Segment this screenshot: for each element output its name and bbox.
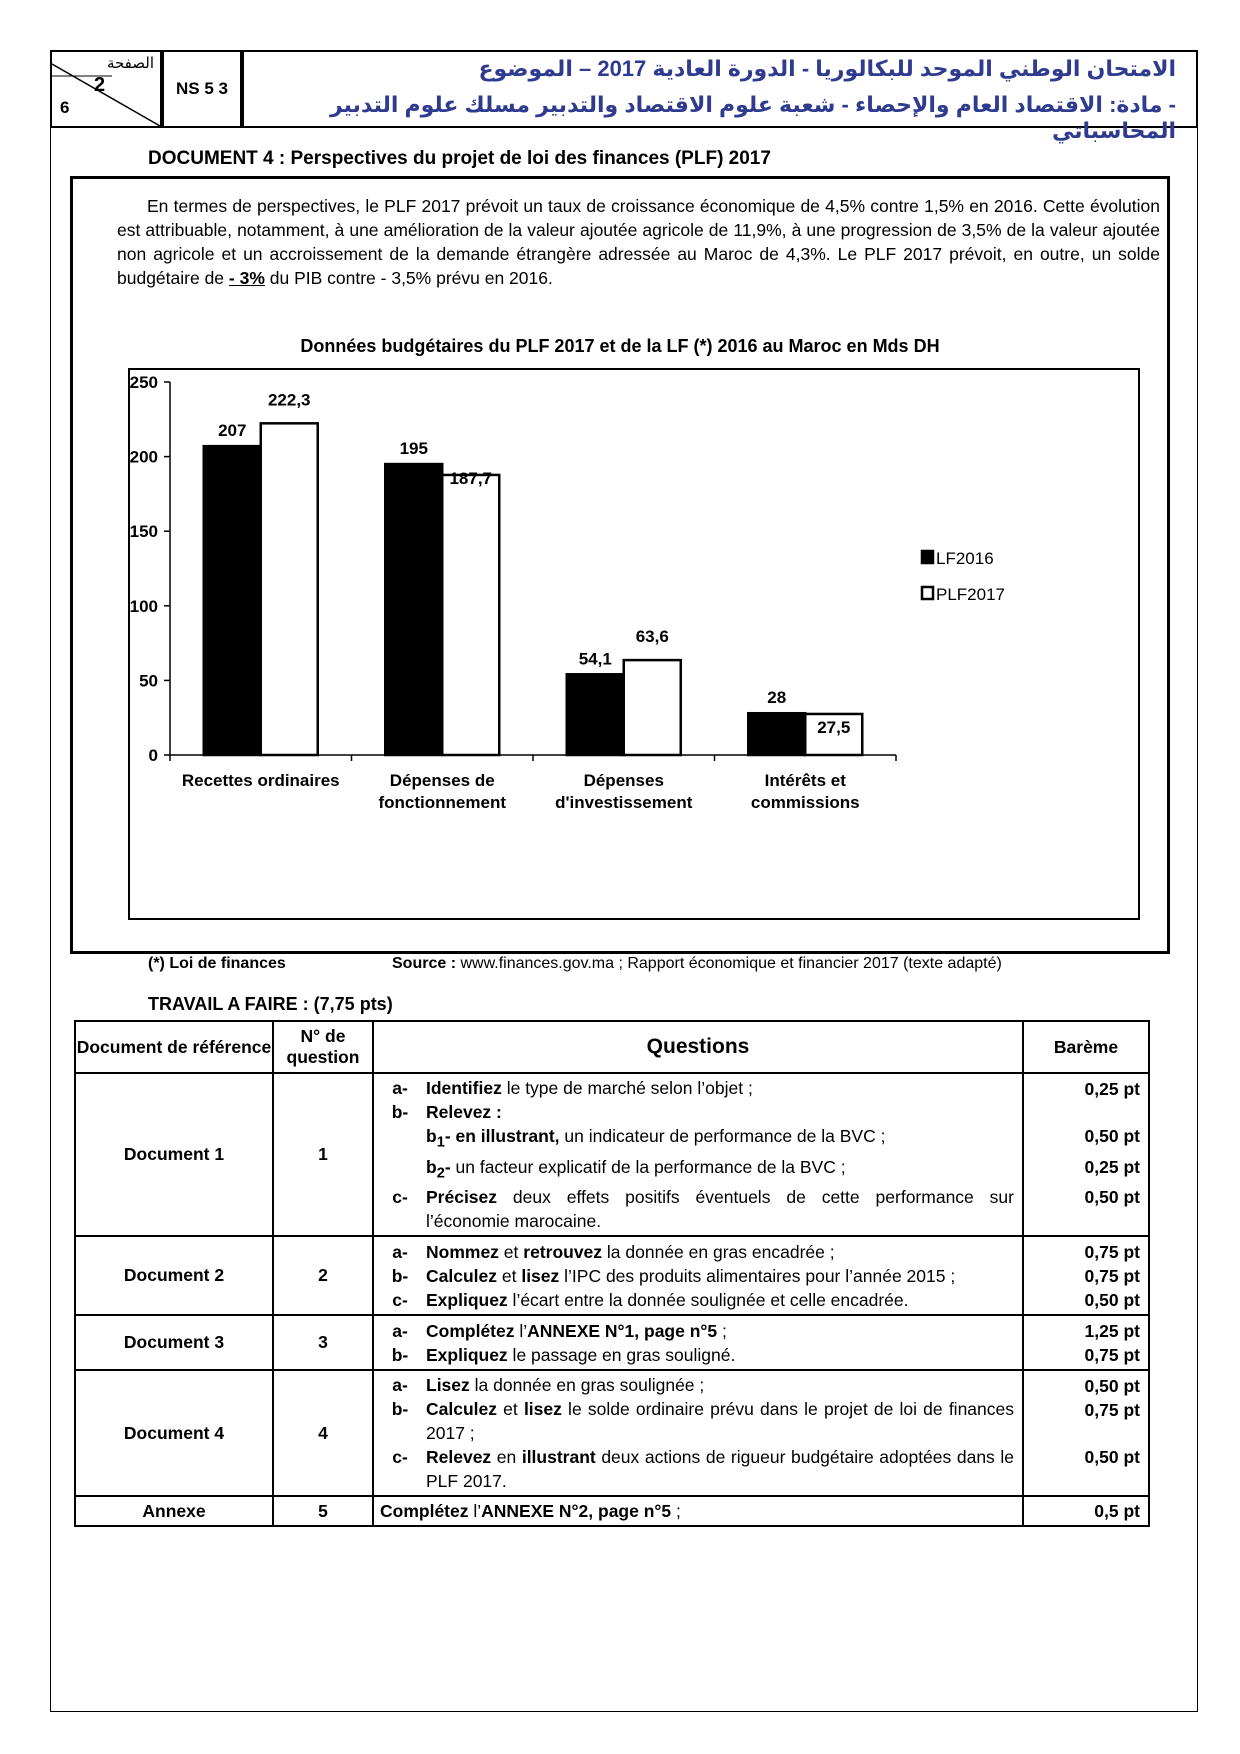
question-verb: - xyxy=(444,1156,451,1177)
question-body: un indicateur de performance de la BVC ; xyxy=(559,1126,886,1146)
underlined-value: - 3% xyxy=(228,268,265,288)
annexe-points: 0,5 pt xyxy=(1023,1496,1149,1526)
points: 0,50 pt xyxy=(1084,1447,1140,1467)
question-body: deux effets positifs éventuels de cette performance sur l’économie marocaine. xyxy=(426,1187,1014,1231)
data-label: 63,6 xyxy=(635,627,669,647)
page-total: 6 xyxy=(60,98,70,117)
question-text xyxy=(426,1076,1022,1100)
question-text xyxy=(426,1100,1022,1124)
question-body2: ; xyxy=(717,1320,727,1341)
table-header-row xyxy=(75,1021,1149,1073)
question-verb: Lisez xyxy=(426,1375,470,1395)
question-item xyxy=(374,1319,1022,1343)
category-label: d'investissement xyxy=(555,793,693,812)
question-item xyxy=(374,1124,1022,1155)
category-label: Recettes ordinaires xyxy=(181,771,340,790)
question-text xyxy=(426,1264,1022,1288)
table-row xyxy=(75,1073,1149,1236)
category-label: fonctionnement xyxy=(378,793,506,812)
question-letter: a- xyxy=(392,1375,408,1395)
question-verb2: lisez xyxy=(523,1399,562,1419)
annexe-row xyxy=(75,1496,1149,1526)
points: 0,75 pt xyxy=(1084,1242,1140,1262)
footnote: (*) Loi de finances xyxy=(148,955,286,972)
category-label: Intérêts et xyxy=(764,771,846,790)
source-text: www.finances.gov.ma ; Rapport économique et financier 2017 (texte adapté) xyxy=(456,955,1002,972)
bar-PLF2017 xyxy=(624,660,681,755)
question-cell xyxy=(373,1370,1023,1496)
bar-PLF2017 xyxy=(442,475,499,755)
question-item xyxy=(374,1397,1022,1445)
bar-LF2016 xyxy=(567,674,624,755)
legend-label: PLF2017 xyxy=(936,585,1005,604)
points: 0,50 pt xyxy=(1084,1376,1140,1396)
document-title: DOCUMENT 4 : Perspectives du projet de loi des finances (PLF) 2017 xyxy=(148,148,771,169)
question-number: 3 xyxy=(273,1315,373,1370)
question-item xyxy=(374,1185,1022,1233)
y-tick-label: 150 xyxy=(130,522,158,542)
question-text xyxy=(426,1124,1022,1155)
question-verb: Calculez xyxy=(426,1399,497,1419)
question-body2: l’IPC des produits alimentaires pour l’année 2015 ; xyxy=(559,1265,956,1286)
doc-ref: Document 1 xyxy=(75,1073,273,1236)
question-letter: b- xyxy=(391,1399,409,1419)
y-tick-label: 0 xyxy=(148,746,158,765)
question-verb: Nommez xyxy=(426,1241,499,1262)
data-label: 54,1 xyxy=(578,649,612,669)
header-questions: Questions xyxy=(373,1021,1023,1073)
y-tick-label: 50 xyxy=(139,671,158,691)
question-letter: c- xyxy=(392,1447,408,1467)
question-body: la donnée en gras soulignée ; xyxy=(469,1375,705,1395)
data-label: 187,7 xyxy=(449,469,493,489)
question-text xyxy=(426,1373,1022,1397)
question-letter: a- xyxy=(392,1320,408,1341)
question-cell xyxy=(373,1073,1023,1236)
question-number: 4 xyxy=(273,1370,373,1496)
question-item xyxy=(374,1264,1022,1288)
question-letter: a- xyxy=(392,1078,408,1098)
question-verb2: illustrant xyxy=(521,1447,596,1467)
exam-title-box xyxy=(242,50,1198,143)
question-number: 1 xyxy=(273,1073,373,1236)
question-letter: b- xyxy=(391,1265,409,1286)
question-verb: Complétez xyxy=(426,1320,515,1341)
question-body: en xyxy=(491,1447,522,1467)
question-letter: a- xyxy=(392,1241,408,1262)
category-label: commissions xyxy=(750,793,860,812)
question-text xyxy=(426,1445,1022,1493)
question-text xyxy=(426,1185,1022,1233)
question-cell xyxy=(373,1236,1023,1315)
legend-swatch xyxy=(922,551,933,563)
y-tick-label: 100 xyxy=(130,596,158,616)
question-item xyxy=(374,1288,1022,1312)
points: 0,75 pt xyxy=(1084,1266,1140,1286)
question-letter: c- xyxy=(392,1289,408,1310)
question-verb: Relevez : xyxy=(426,1102,502,1122)
question-item xyxy=(374,1100,1022,1124)
table-row xyxy=(75,1315,1149,1370)
doc-ref: Document 4 xyxy=(75,1370,273,1496)
page-number-box xyxy=(50,50,162,128)
question-letter xyxy=(374,1124,426,1155)
question-verb: Identifiez xyxy=(426,1078,502,1098)
question-verb2: retrouvez xyxy=(523,1241,603,1262)
question-item xyxy=(374,1445,1022,1493)
question-body: l’écart entre la donnée soulignée et celle encadrée. xyxy=(507,1289,909,1310)
doc-ref: Document 2 xyxy=(75,1236,273,1315)
question-body: l’ xyxy=(514,1320,528,1341)
question-item xyxy=(374,1240,1022,1264)
annexe-ref: ANNEXE N°2, page n°5 xyxy=(481,1500,672,1521)
question-verb: Expliquez xyxy=(426,1289,508,1310)
bareme-cell xyxy=(1023,1073,1149,1236)
data-label: 195 xyxy=(399,439,428,459)
exam-code: NS 5 3 xyxy=(162,50,242,128)
question-letter: b- xyxy=(391,1344,409,1365)
paragraph-text: En termes de perspectives, le PLF 2017 prévoit un taux de croissance économique de 4,5% contre 1,5% en 2016. Cette évolution est attribuable, notamment, à une amélioration de la valeur ajoutée agricole de 11,9%, à une progression de 3,5% de la valeur ajoutée non agricole et un accroissement de la demande étrangère adressée au Maroc de 4,3%. Le PLF 2017 prévoit, en outre, un solde budgétaire de xyxy=(117,196,1160,288)
category-label: Dépenses xyxy=(583,771,664,790)
question-number: 2 xyxy=(273,1236,373,1315)
annexe-question xyxy=(373,1496,1023,1526)
question-body: et xyxy=(497,1399,524,1419)
legend-label: LF2016 xyxy=(936,549,994,568)
question-text xyxy=(426,1240,1022,1264)
data-label: 222,3 xyxy=(267,390,311,410)
bar-PLF2017 xyxy=(261,423,318,755)
question-verb: - en illustrant, xyxy=(444,1126,560,1146)
annexe-verb: Complétez xyxy=(380,1500,469,1521)
source-label: Source : xyxy=(392,955,457,972)
question-body: un facteur explicatif de la performance de la BVC ; xyxy=(450,1156,846,1177)
paragraph-text-end: du PIB contre - 3,5% prévu en 2016. xyxy=(264,268,553,288)
question-body2: deux actions de rigueur budgétaire adoptées dans le PLF 2017. xyxy=(426,1447,1014,1491)
question-body: et xyxy=(497,1265,522,1286)
header-bareme: Barème xyxy=(1023,1021,1149,1073)
sub-label: $b_1$ xyxy=(426,1126,445,1151)
points: 0,50 pt xyxy=(1084,1290,1140,1310)
question-item xyxy=(374,1343,1022,1367)
question-verb: Calculez xyxy=(426,1265,497,1286)
question-text xyxy=(426,1288,1022,1312)
bareme-cell xyxy=(1023,1236,1149,1315)
exam-title-line1: الامتحان الوطني الموحد للبكالوريا - الدورة العادية 2017 – الموضوع xyxy=(478,56,1176,81)
sub-label: $b_2$ xyxy=(426,1156,445,1181)
bar-LF2016 xyxy=(748,713,805,755)
chart-title: Données budgétaires du PLF 2017 et de la LF (*) 2016 au Maroc en Mds DH xyxy=(300,336,940,356)
question-verb: Précisez xyxy=(426,1187,498,1207)
annexe-label: Annexe xyxy=(75,1496,273,1526)
legend-swatch xyxy=(922,587,933,599)
question-text xyxy=(426,1343,1022,1367)
question-verb: Relevez xyxy=(426,1447,492,1467)
data-label: 207 xyxy=(218,421,247,441)
document-paragraph xyxy=(117,194,1160,290)
table-row xyxy=(75,1370,1149,1496)
exam-title-line2: - مادة: الاقتصاد العام والإحصاء - شعبة علوم الاقتصاد والتدبير مسلك علوم التدبير المحاسباتي xyxy=(329,92,1176,143)
bareme-cell xyxy=(1023,1370,1149,1496)
header-doc: Document de référence xyxy=(75,1021,273,1073)
points: 0,25 pt xyxy=(1084,1079,1140,1099)
question-letter xyxy=(374,1155,426,1186)
question-item xyxy=(374,1076,1022,1100)
chart-frame xyxy=(128,368,1140,920)
question-body: le passage en gras souligné. xyxy=(507,1344,736,1365)
annexe-text-end: ; xyxy=(671,1500,681,1521)
bareme-cell xyxy=(1023,1315,1149,1370)
question-body: et xyxy=(498,1241,524,1262)
question-body2: le solde ordinaire prévu dans le projet de loi de finances 2017 ; xyxy=(426,1399,1014,1443)
header-num: N° de question xyxy=(273,1021,373,1073)
y-tick-label: 200 xyxy=(130,447,158,467)
annexe-text: l’ xyxy=(468,1500,482,1521)
y-tick-label: 250 xyxy=(130,373,158,392)
question-text xyxy=(426,1397,1022,1445)
question-verb2: ANNEXE N°1, page n°5 xyxy=(527,1320,718,1341)
points: 0,50 pt xyxy=(1084,1187,1140,1207)
bar-chart xyxy=(130,370,1138,918)
question-body2: la donnée en gras encadrée ; xyxy=(602,1241,835,1262)
question-verb: Expliquez xyxy=(426,1344,508,1365)
data-label: 28 xyxy=(767,688,787,708)
annexe-number: 5 xyxy=(273,1496,373,1526)
question-text xyxy=(426,1155,1022,1186)
bar-LF2016 xyxy=(385,464,442,755)
table-row xyxy=(75,1236,1149,1315)
question-text xyxy=(426,1319,1022,1343)
page-label: الصفحة xyxy=(106,55,154,72)
doc-ref: Document 3 xyxy=(75,1315,273,1370)
sub-index: 2 xyxy=(436,1165,445,1181)
points: 1,25 pt xyxy=(1084,1321,1140,1341)
category-label: Dépenses de xyxy=(389,771,495,790)
points: 0,75 pt xyxy=(1084,1400,1140,1420)
question-cell xyxy=(373,1315,1023,1370)
question-body: le type de marché selon l’objet ; xyxy=(501,1078,753,1098)
points: 0,50 pt xyxy=(1084,1126,1140,1146)
question-letter: b- xyxy=(391,1102,409,1122)
sub-index: 1 xyxy=(436,1134,445,1151)
page-number: 2 xyxy=(94,74,106,96)
data-label: 27,5 xyxy=(817,718,851,738)
question-verb2: lisez xyxy=(521,1265,560,1286)
question-item xyxy=(374,1373,1022,1397)
points: 0,25 pt xyxy=(1084,1156,1140,1177)
questions-table xyxy=(74,1020,1150,1527)
travail-title: TRAVAIL A FAIRE : (7,75 pts) xyxy=(148,994,393,1014)
source xyxy=(392,955,1002,973)
bar-LF2016 xyxy=(204,446,261,755)
points: 0,75 pt xyxy=(1084,1345,1140,1365)
question-item xyxy=(374,1155,1022,1186)
question-letter: c- xyxy=(392,1187,408,1207)
